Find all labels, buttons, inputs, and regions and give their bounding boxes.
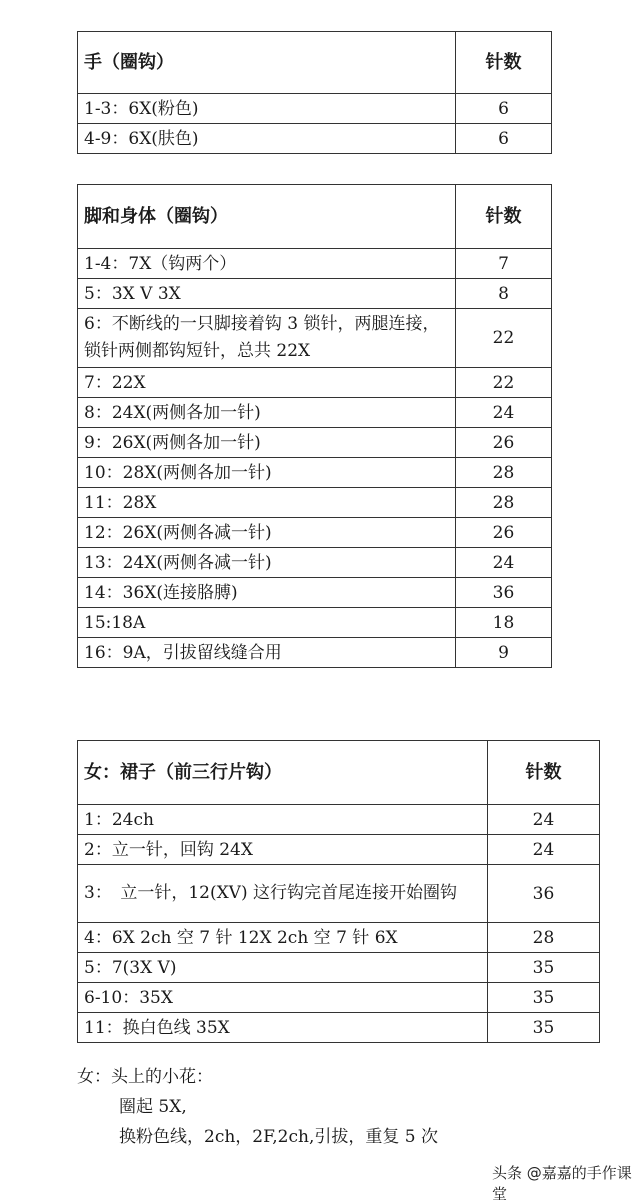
row-label: 15:18A <box>78 608 456 638</box>
table-row <box>78 1013 600 1043</box>
row-count: 7 <box>456 249 552 279</box>
table-row <box>78 279 552 309</box>
row-count: 26 <box>456 518 552 548</box>
row-label: 5：7(3X V) <box>78 953 488 983</box>
row-count: 9 <box>456 638 552 668</box>
table-header-row <box>78 185 552 249</box>
table-row <box>78 428 552 458</box>
row-label: 9：26X(两侧各加一针) <box>78 428 456 458</box>
table-row <box>78 249 552 279</box>
row-label: 16：9A，引拔留线缝合用 <box>78 638 456 668</box>
table-row <box>78 94 552 124</box>
row-label: 5：3X V 3X <box>78 279 456 309</box>
row-count: 6 <box>456 124 552 154</box>
row-count: 22 <box>456 309 552 368</box>
body-pattern-table <box>77 184 552 668</box>
row-count: 28 <box>456 458 552 488</box>
table-row <box>78 578 552 608</box>
row-label: 11：28X <box>78 488 456 518</box>
table-row <box>78 983 600 1013</box>
row-label: 2：立一针，回钩 24X <box>78 835 488 865</box>
row-label: 6：不断线的一只脚接着钩 3 锁针，两腿连接，锁针两侧都钩短针，总共 22X <box>78 309 456 368</box>
flower-title: 女：头上的小花： <box>77 1067 213 1087</box>
row-count: 22 <box>456 368 552 398</box>
table-row <box>78 488 552 518</box>
row-count: 24 <box>456 398 552 428</box>
header-count: 针数 <box>456 32 552 94</box>
flower-notes <box>77 1062 438 1152</box>
row-count: 35 <box>488 1013 600 1043</box>
table-row <box>78 953 600 983</box>
row-label: 8：24X(两侧各加一针) <box>78 398 456 428</box>
row-label: 14：36X(连接胳膊) <box>78 578 456 608</box>
table-row <box>78 608 552 638</box>
row-count: 24 <box>488 835 600 865</box>
table-row <box>78 923 600 953</box>
row-count: 36 <box>488 865 600 923</box>
row-label: 4：6X 2ch 空 7 针 12X 2ch 空 7 针 6X <box>78 923 488 953</box>
header-count: 针数 <box>456 185 552 249</box>
row-count: 8 <box>456 279 552 309</box>
table-row <box>78 518 552 548</box>
table-row <box>78 124 552 154</box>
table-row <box>78 865 600 923</box>
flower-line: 换粉色线，2ch，2F,2ch,引拔，重复 5 次 <box>119 1127 438 1147</box>
row-count: 24 <box>488 805 600 835</box>
row-label: 4-9：6X(肤色) <box>78 124 456 154</box>
table-header-row <box>78 32 552 94</box>
row-label: 6-10：35X <box>78 983 488 1013</box>
header-label: 手（圈钩） <box>78 32 456 94</box>
row-count: 28 <box>456 488 552 518</box>
row-count: 36 <box>456 578 552 608</box>
header-count: 针数 <box>488 741 600 805</box>
header-label: 脚和身体（圈钩） <box>78 185 456 249</box>
row-count: 18 <box>456 608 552 638</box>
row-label: 7：22X <box>78 368 456 398</box>
row-count: 26 <box>456 428 552 458</box>
row-count: 6 <box>456 94 552 124</box>
row-label: 1：24ch <box>78 805 488 835</box>
row-count: 35 <box>488 953 600 983</box>
row-label: 13：24X(两侧各减一针) <box>78 548 456 578</box>
row-count: 35 <box>488 983 600 1013</box>
row-count: 28 <box>488 923 600 953</box>
table-row <box>78 368 552 398</box>
header-label: 女：裙子（前三行片钩） <box>78 741 488 805</box>
table-row <box>78 835 600 865</box>
skirt-pattern-table <box>77 740 600 1043</box>
row-label: 3： 立一针，12(XV) 这行钩完首尾连接开始圈钩 <box>78 865 488 923</box>
row-label: 10：28X(两侧各加一针) <box>78 458 456 488</box>
table-row <box>78 398 552 428</box>
table-header-row <box>78 741 600 805</box>
flower-line: 圈起 5X, <box>119 1097 187 1117</box>
table-row <box>78 309 552 368</box>
table-row <box>78 548 552 578</box>
row-label: 1-4：7X（钩两个） <box>78 249 456 279</box>
row-count: 24 <box>456 548 552 578</box>
row-label: 12：26X(两侧各减一针) <box>78 518 456 548</box>
table-row <box>78 805 600 835</box>
table-row <box>78 638 552 668</box>
source-watermark <box>492 1162 640 1204</box>
row-label: 1-3：6X(粉色) <box>78 94 456 124</box>
row-label: 11：换白色线 35X <box>78 1013 488 1043</box>
hand-pattern-table <box>77 31 552 154</box>
watermark-text: 头条 @嘉嘉的手作课堂 <box>492 1164 632 1203</box>
table-row <box>78 458 552 488</box>
